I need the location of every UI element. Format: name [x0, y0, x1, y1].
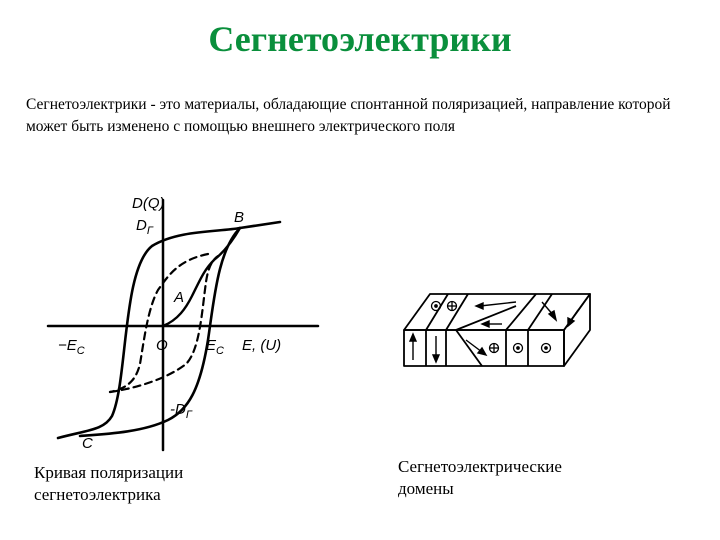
- neg-ec-label: $-E_C$: [58, 337, 85, 357]
- point-c-label: C: [82, 435, 93, 452]
- domains-caption: Сегнетоэлектрические домены: [398, 457, 562, 498]
- inner-loop-left: [110, 254, 208, 392]
- x-axis-label: E, (U): [242, 337, 282, 354]
- hysteresis-loop-figure: [28, 180, 328, 458]
- y-axis-label: D(Q): [132, 195, 165, 212]
- block-front-face: [404, 330, 564, 366]
- point-a-label: A: [174, 289, 185, 306]
- outer-loop-upper: [58, 222, 280, 438]
- ec-label: $E_C$: [206, 337, 224, 357]
- block-right-face: [564, 294, 590, 366]
- intro-paragraph: Сегнетоэлектрики - это материалы, обладающие спонтанной поляризацией, направление которой может быть изменено с помощью внешнего электрического поля: [26, 96, 671, 135]
- hysteresis-caption: Кривая поляризации сегнетоэлектрика: [34, 463, 184, 504]
- point-b-label: B: [234, 209, 245, 226]
- origin-label: O: [156, 337, 168, 354]
- domains-figure: [396, 276, 612, 376]
- dg-label: $D_Г$: [136, 217, 153, 237]
- slide-title: Сегнетоэлектрики: [208, 19, 512, 59]
- neg-dg-label: $-D_Г$: [170, 401, 192, 421]
